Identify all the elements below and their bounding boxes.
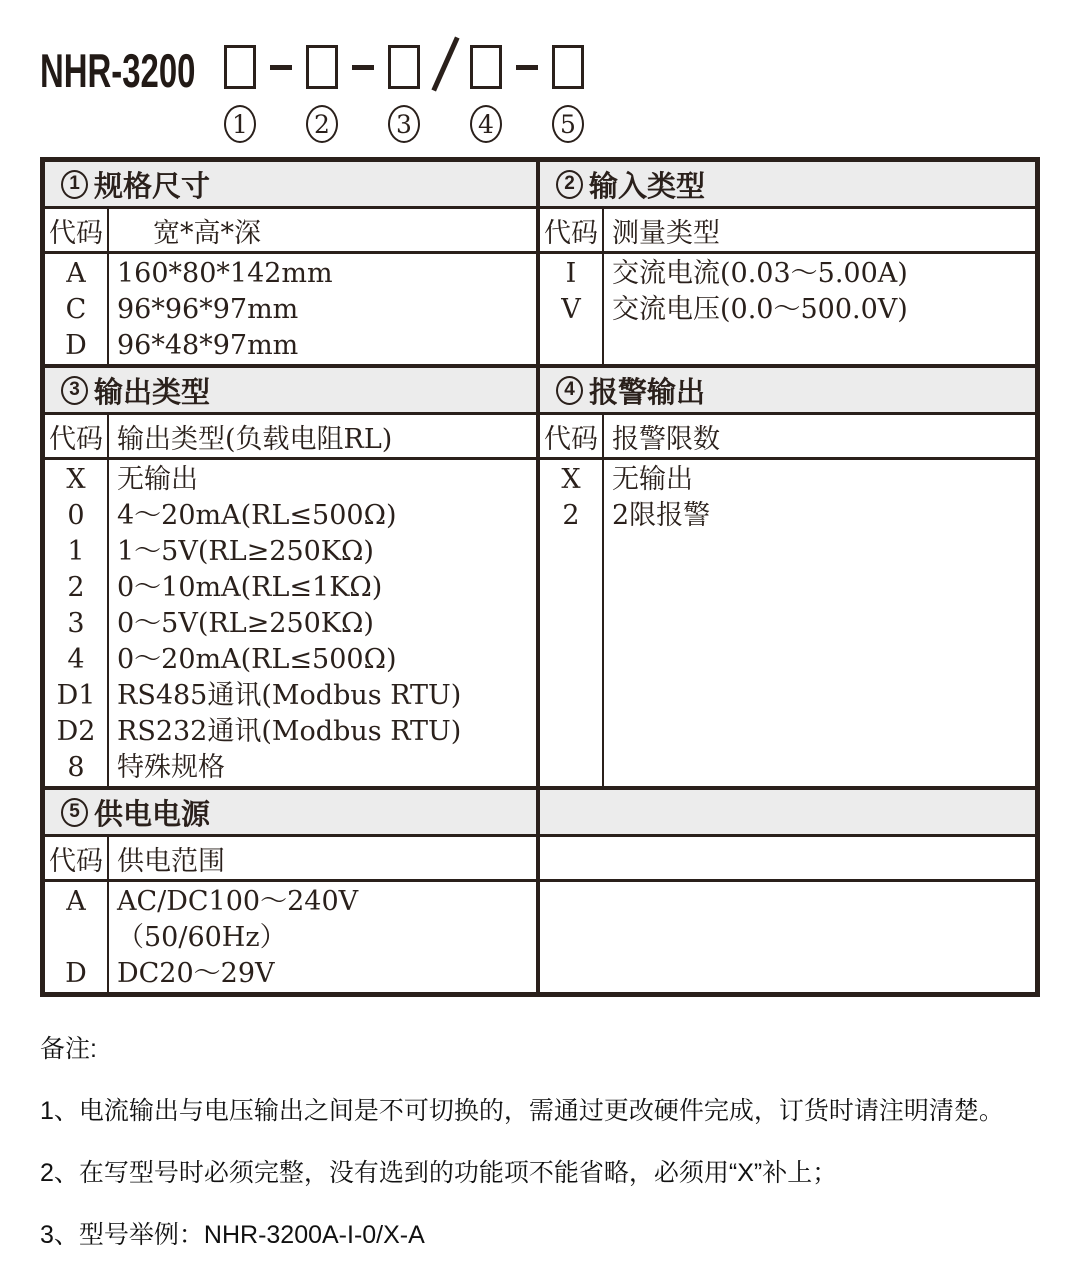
note-item-3: 3、型号举例：NHR-3200A-I-0/X-A bbox=[40, 1221, 425, 1249]
code-column-header: 代码 bbox=[45, 209, 109, 251]
position-number-2-label: 2 bbox=[314, 109, 330, 139]
code-cell: 1 bbox=[67, 536, 85, 567]
desc-cells bbox=[604, 254, 1035, 364]
section-size-title: 规格尺寸 bbox=[94, 170, 211, 203]
code-cell: D2 bbox=[56, 716, 96, 747]
desc-cell: 2限报警 bbox=[612, 500, 711, 531]
code-cell: A bbox=[66, 258, 86, 289]
measure-type-column-header: 测量类型 bbox=[612, 217, 720, 249]
position-number-5-label: 5 bbox=[560, 109, 576, 139]
model-code-unit-3 bbox=[384, 45, 424, 143]
code-column-header: 代码 bbox=[540, 415, 604, 457]
section-input-body bbox=[540, 254, 1035, 364]
dash-icon bbox=[352, 65, 374, 70]
model-code-unit-4 bbox=[466, 45, 506, 143]
code-cell: D bbox=[65, 330, 87, 361]
section-alarm-body bbox=[540, 460, 1035, 786]
section-input-title: 输入类型 bbox=[589, 170, 706, 203]
model-code: NHR-3200 bbox=[40, 43, 196, 97]
notes-title: 备注: bbox=[40, 1035, 97, 1063]
desc-cell: RS232通讯(Modbus RTU) bbox=[117, 716, 462, 747]
desc-cell: 4～20mA(RL≤500Ω) bbox=[117, 500, 397, 531]
section-power bbox=[45, 790, 540, 992]
desc-cells bbox=[109, 460, 536, 786]
desc-cell: 0～5V(RL≥250KΩ) bbox=[117, 608, 374, 639]
code-cell: A bbox=[66, 886, 86, 917]
dash-separator-3 bbox=[506, 45, 548, 89]
model-code-unit-2 bbox=[302, 45, 342, 143]
section-power-column-header-row bbox=[45, 837, 536, 882]
desc-cell: 1～5V(RL≥250KΩ) bbox=[117, 536, 374, 567]
section-output-column-header-row bbox=[45, 415, 536, 460]
code-box-3 bbox=[388, 45, 420, 89]
desc-cell: AC/DC100～240V bbox=[117, 886, 359, 917]
empty-column-header-row bbox=[540, 837, 1035, 882]
section-power-title: 供电电源 bbox=[94, 798, 211, 831]
code-cell: C bbox=[65, 294, 87, 325]
section-input-header bbox=[540, 162, 1035, 209]
dash-separator-2 bbox=[342, 45, 384, 89]
position-number-4 bbox=[470, 105, 502, 143]
desc-cell: 160*80*142mm bbox=[117, 258, 333, 289]
model-code-row bbox=[40, 45, 1040, 143]
table-band-2 bbox=[45, 368, 1035, 790]
section-alarm-title: 报警输出 bbox=[589, 376, 706, 409]
section-size-header bbox=[45, 162, 536, 209]
code-box-5 bbox=[552, 45, 584, 89]
section-output bbox=[45, 368, 540, 786]
desc-cell: 0～10mA(RL≤1KΩ) bbox=[117, 572, 383, 603]
table-band-3 bbox=[45, 790, 1035, 992]
desc-cell: 96*96*97mm bbox=[117, 294, 299, 325]
circled-number-icon: 3 bbox=[61, 376, 88, 405]
section-input-column-header-row bbox=[540, 209, 1035, 254]
code-cell: V bbox=[561, 294, 581, 325]
code-cells bbox=[540, 254, 604, 364]
code-column-header: 代码 bbox=[45, 415, 109, 457]
empty-section-body bbox=[540, 882, 1035, 992]
desc-cell: 交流电流(0.03～5.00A) bbox=[612, 258, 908, 289]
dash-icon bbox=[516, 65, 538, 70]
code-cell: 3 bbox=[67, 608, 85, 639]
desc-cell: 无输出 bbox=[612, 464, 693, 495]
section-output-title: 输出类型 bbox=[94, 376, 211, 409]
code-cell: 2 bbox=[562, 500, 580, 531]
spec-table bbox=[40, 157, 1040, 997]
model-code-unit-1 bbox=[220, 45, 260, 143]
size-column-header: 宽*高*深 bbox=[153, 217, 261, 249]
code-cell: X bbox=[66, 464, 86, 495]
code-cell: D1 bbox=[56, 680, 96, 711]
code-column-header: 代码 bbox=[45, 837, 109, 879]
section-output-body bbox=[45, 460, 536, 786]
circled-number-icon: 2 bbox=[556, 170, 583, 199]
section-size-column-header-row bbox=[45, 209, 536, 254]
circled-number-icon: 5 bbox=[61, 798, 88, 827]
notes bbox=[40, 1029, 1040, 1251]
desc-cell: （50/60Hz） bbox=[117, 922, 287, 953]
desc-cell: RS485通讯(Modbus RTU) bbox=[117, 680, 462, 711]
desc-cells bbox=[109, 254, 536, 364]
empty-section-header bbox=[540, 790, 1035, 837]
code-cell: D bbox=[65, 958, 87, 989]
desc-cells bbox=[604, 460, 1035, 786]
position-number-1 bbox=[224, 105, 256, 143]
section-output-header bbox=[45, 368, 536, 415]
position-number-1-label: 1 bbox=[232, 109, 248, 139]
section-size-body bbox=[45, 254, 536, 364]
code-cells bbox=[45, 254, 109, 364]
code-cells bbox=[45, 460, 109, 786]
power-range-column-header: 供电范围 bbox=[117, 845, 225, 877]
table-band-1 bbox=[45, 162, 1035, 368]
dash-separator-1 bbox=[260, 45, 302, 89]
code-cells bbox=[540, 460, 604, 786]
alarm-limit-column-header: 报警限数 bbox=[612, 423, 720, 455]
position-number-4-label: 4 bbox=[478, 109, 494, 139]
circled-number-icon: 1 bbox=[61, 170, 88, 199]
section-alarm-header bbox=[540, 368, 1035, 415]
section-input bbox=[540, 162, 1035, 364]
desc-cell: 96*48*97mm bbox=[117, 330, 299, 361]
desc-cell: DC20～29V bbox=[117, 958, 275, 989]
position-number-3-label: 3 bbox=[396, 109, 412, 139]
code-box-1 bbox=[224, 45, 256, 89]
model-code-unit-5 bbox=[548, 45, 588, 143]
code-cell bbox=[45, 920, 107, 956]
code-cell: 2 bbox=[67, 572, 85, 603]
code-cell: 4 bbox=[67, 644, 85, 675]
code-cell: 8 bbox=[67, 752, 85, 783]
desc-cell: 特殊规格 bbox=[117, 752, 225, 783]
section-empty bbox=[540, 790, 1035, 992]
position-number-2 bbox=[306, 105, 338, 143]
desc-cell: 交流电压(0.0～500.0V) bbox=[612, 294, 908, 325]
code-column-header: 代码 bbox=[540, 209, 604, 251]
position-number-5 bbox=[552, 105, 584, 143]
model-prefix-wrap bbox=[40, 45, 200, 95]
code-cells bbox=[45, 882, 109, 992]
note-item-2: 2、在写型号时必须完整，没有选到的功能项不能省略，必须用“X”补上； bbox=[40, 1159, 838, 1187]
slash-icon bbox=[431, 36, 459, 91]
desc-cell: 0～20mA(RL≤500Ω) bbox=[117, 644, 397, 675]
desc-cells bbox=[109, 882, 536, 992]
section-power-header bbox=[45, 790, 536, 837]
section-alarm bbox=[540, 368, 1035, 786]
circled-number-icon: 4 bbox=[556, 376, 583, 405]
code-cell: X bbox=[561, 464, 581, 495]
output-type-column-header: 输出类型(负载电阻RL) bbox=[117, 423, 393, 455]
code-cell: I bbox=[565, 258, 577, 289]
code-cell: 0 bbox=[67, 500, 85, 531]
desc-cell: 无输出 bbox=[117, 464, 198, 495]
dash-icon bbox=[270, 65, 292, 70]
section-power-body bbox=[45, 882, 536, 992]
section-alarm-column-header-row bbox=[540, 415, 1035, 460]
slash-separator bbox=[424, 45, 466, 89]
code-box-2 bbox=[306, 45, 338, 89]
note-item-1: 1、电流输出与电压输出之间是不可切换的，需通过更改硬件完成，订货时请注明清楚。 bbox=[40, 1097, 1004, 1125]
section-size bbox=[45, 162, 540, 364]
code-box-4 bbox=[470, 45, 502, 89]
position-number-3 bbox=[388, 105, 420, 143]
